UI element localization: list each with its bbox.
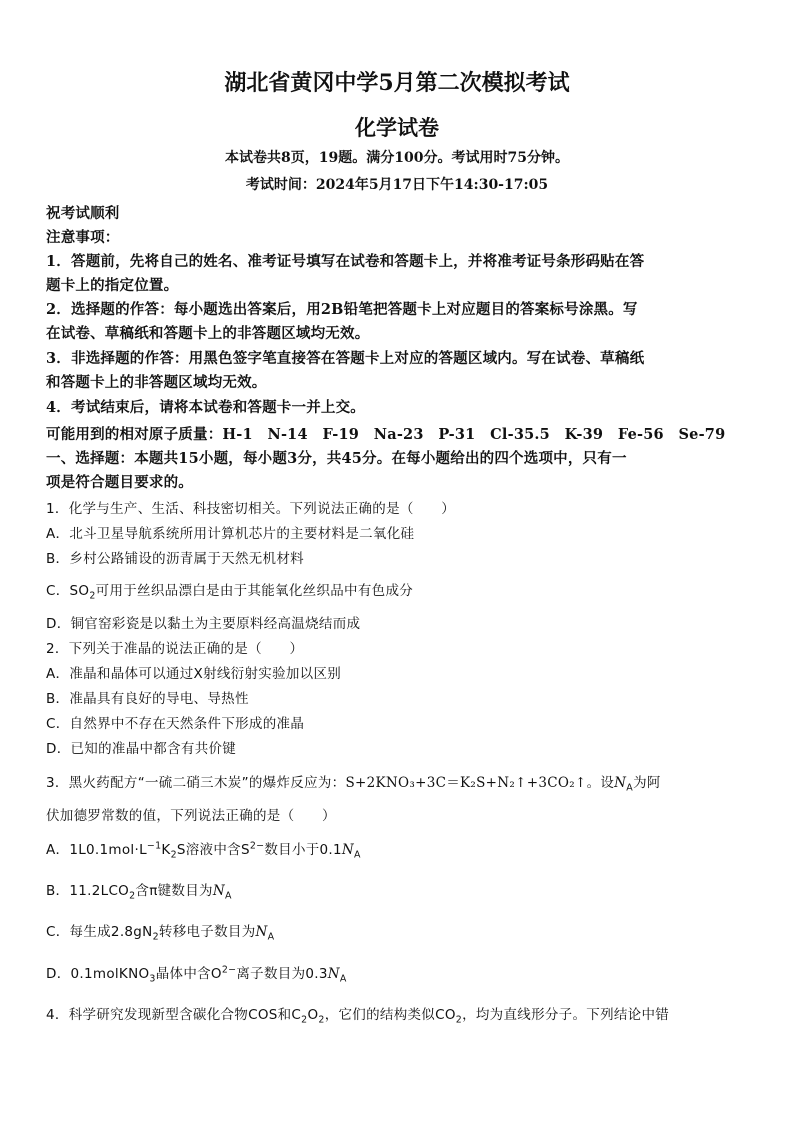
exam-info: 本试卷共8页，19题。满分100分。考试用时75分钟。 <box>225 150 569 166</box>
note-3-line-1: 3．非选择题的作答：用黑色签字笔直接答在答题卡上对应的答题区域内。写在试卷、草稿纸 <box>46 350 645 367</box>
q1-option-d: D．铜官窑彩瓷是以黏土为主要原料经高温烧结而成 <box>46 616 361 632</box>
exam-title: 湖北省黄冈中学5月第二次模拟考试 <box>224 70 570 96</box>
q1-option-a: A．北斗卫星导航系统所用计算机芯片的主要材料是二氧化硅 <box>46 526 415 542</box>
note-4: 4．考试结束后，请将本试卷和答题卡一并上交。 <box>46 399 365 416</box>
q2-option-c: C．自然界中不存在天然条件下形成的准晶 <box>46 716 305 732</box>
section-heading-line-2: 项是符合题目要求的。 <box>46 474 193 491</box>
q3-option-b: B．$11.2LCO_2$含π键数目为$N_A$ <box>46 883 232 902</box>
q2-stem: 2．下列关于准晶的说法正确的是（ ） <box>46 641 304 657</box>
note-2-line-2: 在试卷、草稿纸和答题卡上的非答题区域均无效。 <box>46 325 370 342</box>
wish-text: 祝考试顺利 <box>46 205 120 222</box>
q3-stem-line-2: 伏加德罗常数的值，下列说法正确的是（ ） <box>46 808 336 824</box>
q4-stem: 4．科学研究发现新型含碳化合物COS和$C_2O_2$，它们的结构类似$CO_2$，均为直线形分子。下列结论中错 <box>46 1007 670 1026</box>
q3-option-a: A．$1L0.1mol\cdot L^{-1}K_2S$溶液中含$S^{2-}$数目小于$0.1N_A$ <box>46 840 361 861</box>
section-heading-line-1: 一、选择题：本题共15小题，每小题3分，共45分。在每小题给出的四个选项中，只有一 <box>46 450 627 467</box>
exam-subtitle: 化学试卷 <box>355 115 439 140</box>
note-1-line-2: 题卡上的指定位置。 <box>46 277 179 294</box>
note-1-line-1: 1．答题前，先将自己的姓名、准考证号填写在试卷和答题卡上，并将准考证号条形码贴在答 <box>46 253 645 270</box>
exam-time: 考试时间：2024年5月17日下午14:30-17:05 <box>245 177 549 193</box>
q1-stem: 1．化学与生产、生活、科技密切相关。下列说法正确的是（ ） <box>46 501 456 517</box>
q1-option-c: C．$SO_2$可用于丝织品漂白是由于其能氧化丝织品中有色成分 <box>46 583 414 602</box>
atomic-masses: 可能用到的相对原子质量：H-1 N-14 F-19 Na-23 P-31 Cl-35.5 K-39 Fe-56 Se-79 <box>46 426 726 443</box>
q3-option-d: D．0.1molKNO$_3$晶体中含$O^{2-}$离子数目为$0.3N_A$ <box>46 964 347 985</box>
q1-option-b: B．乡村公路铺设的沥青属于天然无机材料 <box>46 551 304 567</box>
q3-equation: S+2KNO₃+3C＝K₂S+N₂↑+3CO₂↑ <box>345 775 587 791</box>
q2-option-b: B．准晶具有良好的导电、导热性 <box>46 691 249 707</box>
note-2-line-1: 2．选择题的作答：每小题选出答案后，用2B铅笔把答题卡上对应题目的答案标号涂黑。写 <box>46 301 638 318</box>
q2-option-a: A．准晶和晶体可以通过X射线衍射实验加以区别 <box>46 666 342 682</box>
q3-option-c: C．每生成$2.8gN_2$转移电子数目为$N_A$ <box>46 924 275 943</box>
note-3-line-2: 和答题卡上的非答题区域均无效。 <box>46 374 267 391</box>
notes-heading: 注意事项： <box>46 229 120 246</box>
q2-option-d: D．已知的准晶中都含有共价键 <box>46 741 237 757</box>
q3-stem-line-1: 3．黑火药配方“一硫二硝三木炭”的爆炸反应为：S+2KNO₃+3C＝K₂S+N₂↑+3CO₂↑。设$N_A$为阿 <box>46 775 661 794</box>
